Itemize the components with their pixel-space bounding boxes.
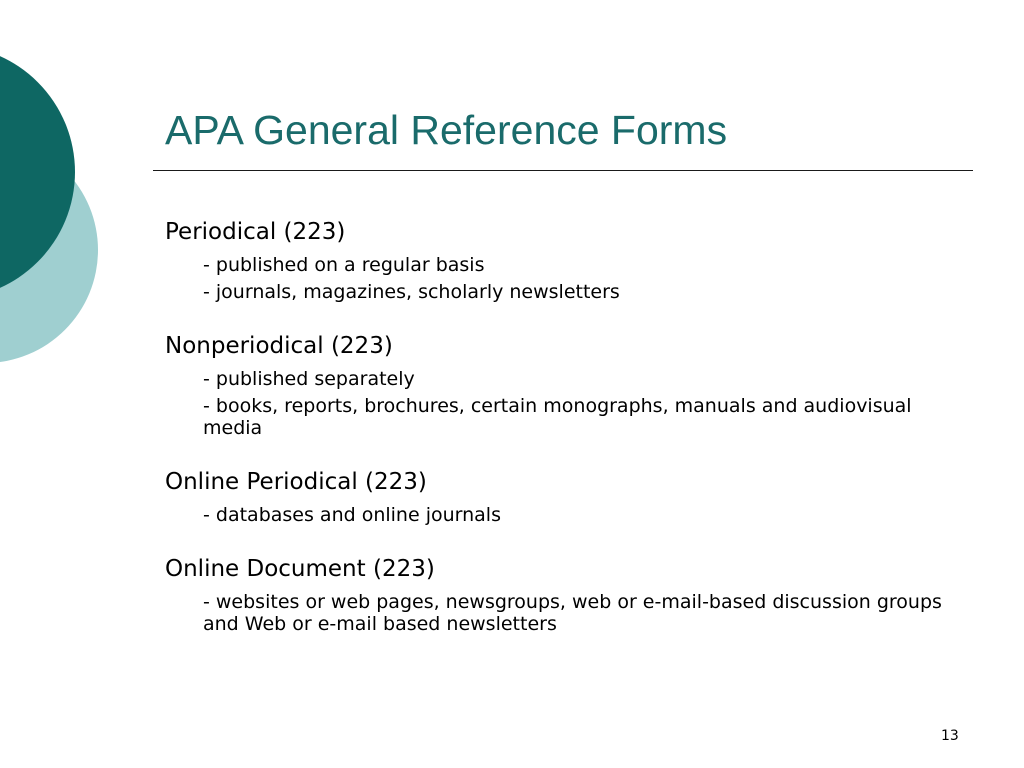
- section-item: - books, reports, brochures, certain monographs, manuals and audiovisual media: [203, 395, 912, 439]
- slide-content: [165, 215, 955, 661]
- decorative-circles: [0, 0, 110, 420]
- section-item: - published separately: [203, 368, 415, 390]
- section-heading: Periodical (223): [165, 219, 346, 245]
- section-heading: Online Document (223): [165, 556, 435, 582]
- section-item-list: [165, 504, 955, 526]
- section-item-list: [165, 591, 955, 635]
- section-item: - websites or web pages, newsgroups, web or e-mail-based discussion groups and Web or e-mail based newsletters: [203, 591, 942, 635]
- section-item-list: [165, 368, 955, 439]
- slide-title: APA General Reference Forms: [165, 107, 728, 153]
- section-item-list: [165, 254, 955, 303]
- reference-form-section: [165, 329, 955, 439]
- page-number: 13: [941, 728, 959, 744]
- section-item: - journals, magazines, scholarly newsletters: [203, 281, 620, 303]
- reference-form-section: [165, 552, 955, 635]
- section-item: - databases and online journals: [203, 504, 501, 526]
- reference-form-section: [165, 215, 955, 303]
- title-divider: [153, 170, 973, 171]
- section-item: - published on a regular basis: [203, 254, 485, 276]
- section-heading: Nonperiodical (223): [165, 333, 393, 359]
- reference-form-section: [165, 465, 955, 526]
- section-heading: Online Periodical (223): [165, 469, 427, 495]
